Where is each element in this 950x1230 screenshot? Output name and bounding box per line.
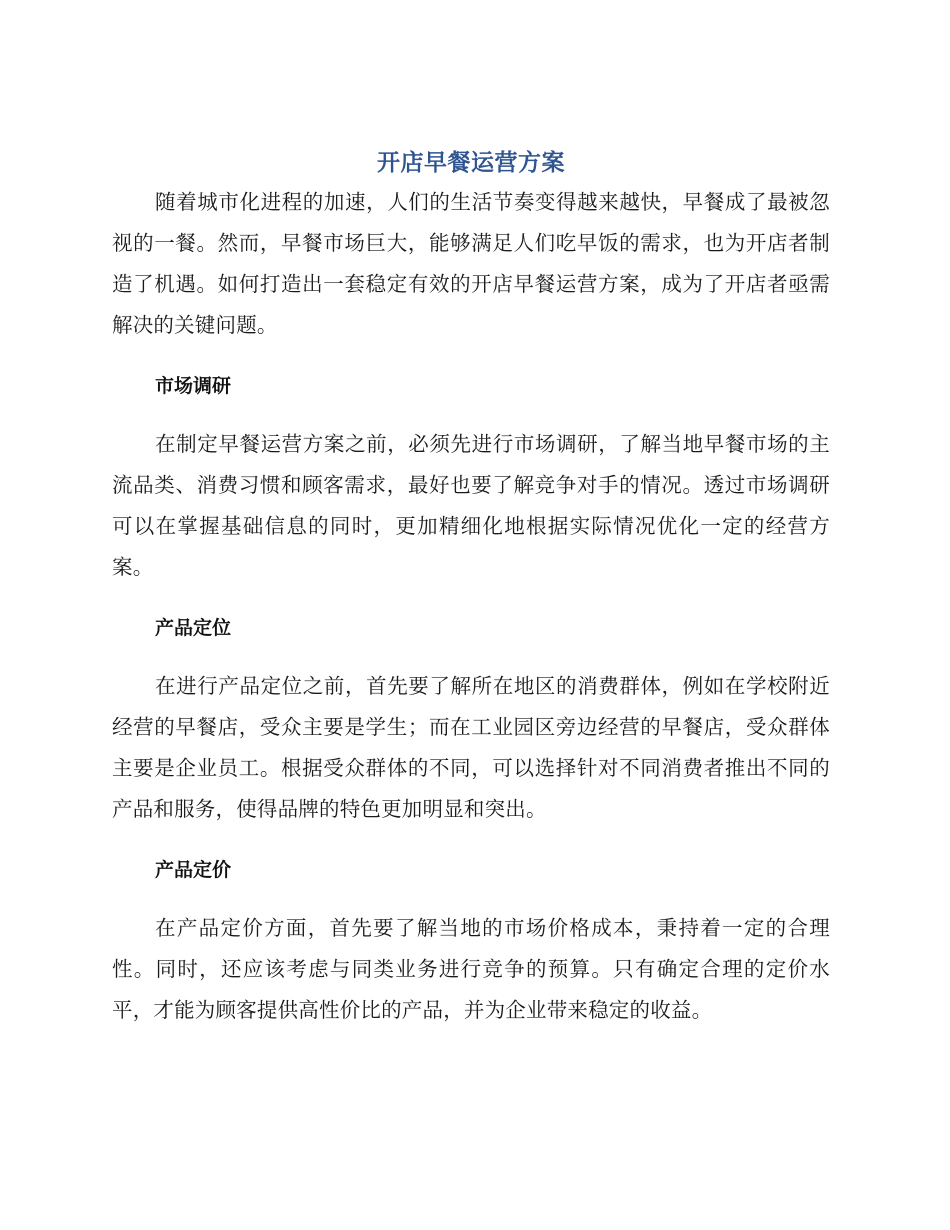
document-title: 开店早餐运营方案 — [377, 150, 565, 176]
section-body-product-pricing: 在产品定价方面，首先要了解当地的市场价格成本，秉持着一定的合理性。同时，还应该考虑与同类业务进行竞争的预算。只有确定合理的定价水平，才能为顾客提供高性价比的产品，并为企业带来稳定的收益。 — [112, 916, 830, 1022]
section-body-product-positioning: 在进行产品定位之前，首先要了解所在地区的消费群体，例如在学校附近经营的早餐店，受众主要是学生；而在工业园区旁边经营的早餐店，受众群体主要是企业员工。根据受众群体的不同，可以选择针对不同消费者推出不同的产品和服务，使得品牌的特色更加明显和突出。 — [112, 674, 830, 821]
intro-paragraph: 随着城市化进程的加速，人们的生活节奏变得越来越快，早餐成了最被忽视的一餐。然而，早餐市场巨大，能够满足人们吃早饭的需求，也为开店者制造了机遇。如何打造出一套稳定有效的开店早餐运营方案，成为了开店者亟需解决的关键问题。 — [112, 190, 830, 337]
section-heading-product-pricing: 产品定价 — [155, 859, 232, 881]
section-heading-product-positioning: 产品定位 — [155, 617, 232, 639]
document-page — [112, 146, 830, 1031]
section-heading-market-research: 市场调研 — [155, 375, 232, 397]
section-body-market-research: 在制定早餐运营方案之前，必须先进行市场调研，了解当地早餐市场的主流品类、消费习惯和顾客需求，最好也要了解竞争对手的情况。透过市场调研可以在掌握基础信息的同时，更加精细化地根据实际情况优化一定的经营方案。 — [112, 432, 830, 579]
